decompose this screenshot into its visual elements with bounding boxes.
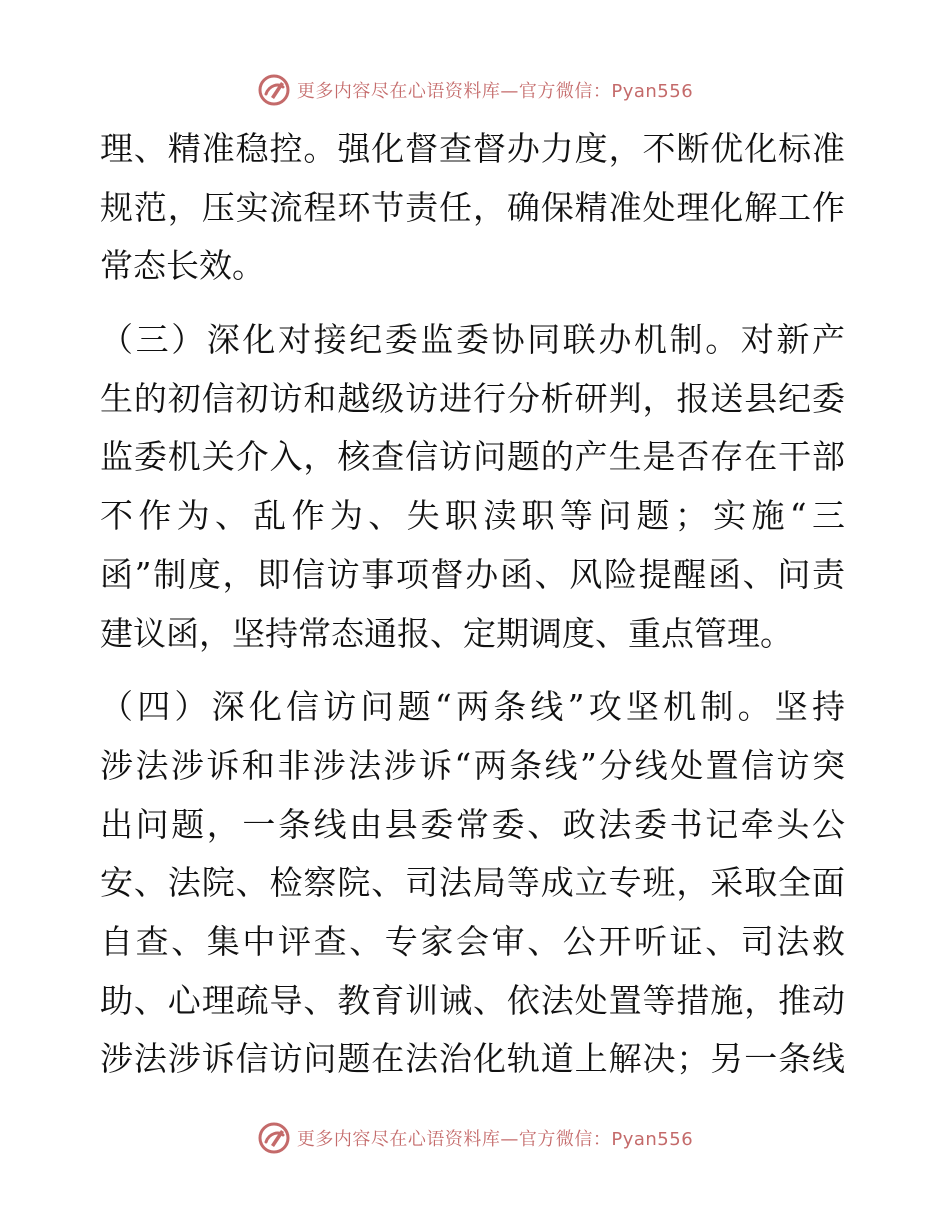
text-line: 出问题，一条线由县委常委、政法委书记牵头公 (100, 804, 845, 844)
document-body (100, 120, 845, 1089)
footer-watermark (0, 1118, 950, 1158)
text-line: 函”制度，即信访事项督办函、风险提醒函、问责 (100, 554, 845, 594)
text-line: 安、法院、检察院、司法局等成立专班，采取全面 (100, 863, 845, 903)
text-line: 建议函，坚持常态通报、定期调度、重点管理。 (100, 613, 793, 653)
paragraph-section-four (100, 678, 845, 1089)
watermark-text: 更多内容尽在心语资料库—官方微信：Pyan556 (296, 1129, 694, 1150)
text-line: 生的初信初访和越级访进行分析研判，报送县纪委 (100, 378, 845, 418)
text-line: （三）深化对接纪委监委协同联办机制。对新产 (100, 320, 845, 360)
text-line: 涉法涉诉信访问题在法治化轨道上解决；另一条线 (100, 1039, 845, 1079)
text-line: 不作为、乱作为、失职渎职等问题；实施“三 (100, 496, 845, 536)
text-line: 常态长效。 (100, 246, 265, 286)
header-watermark (0, 70, 950, 110)
text-line: 自查、集中评查、专家会审、公开听证、司法救 (100, 921, 845, 961)
pen-swirl-logo-icon (257, 73, 291, 107)
paragraph-gap (100, 296, 845, 311)
text-line: （四）深化信访问题“两条线”攻坚机制。坚持 (100, 687, 845, 727)
text-line: 监委机关介入，核查信访问题的产生是否存在干部 (100, 437, 845, 477)
text-line: 助、心理疏导、教育训诫、依法处置等措施，推动 (100, 980, 845, 1020)
pen-swirl-logo-icon (257, 1121, 291, 1155)
paragraph-gap (100, 663, 845, 678)
paragraph-continuation (100, 120, 845, 296)
text-line: 理、精准稳控。强化督查督办力度，不断优化标准 (100, 129, 845, 168)
text-line: 规范，压实流程环节责任，确保精准处理化解工作 (100, 187, 845, 227)
text-line: 涉法涉诉和非涉法涉诉“两条线”分线处置信访突 (100, 745, 845, 785)
paragraph-section-three (100, 311, 845, 663)
watermark-text: 更多内容尽在心语资料库—官方微信：Pyan556 (296, 81, 694, 102)
